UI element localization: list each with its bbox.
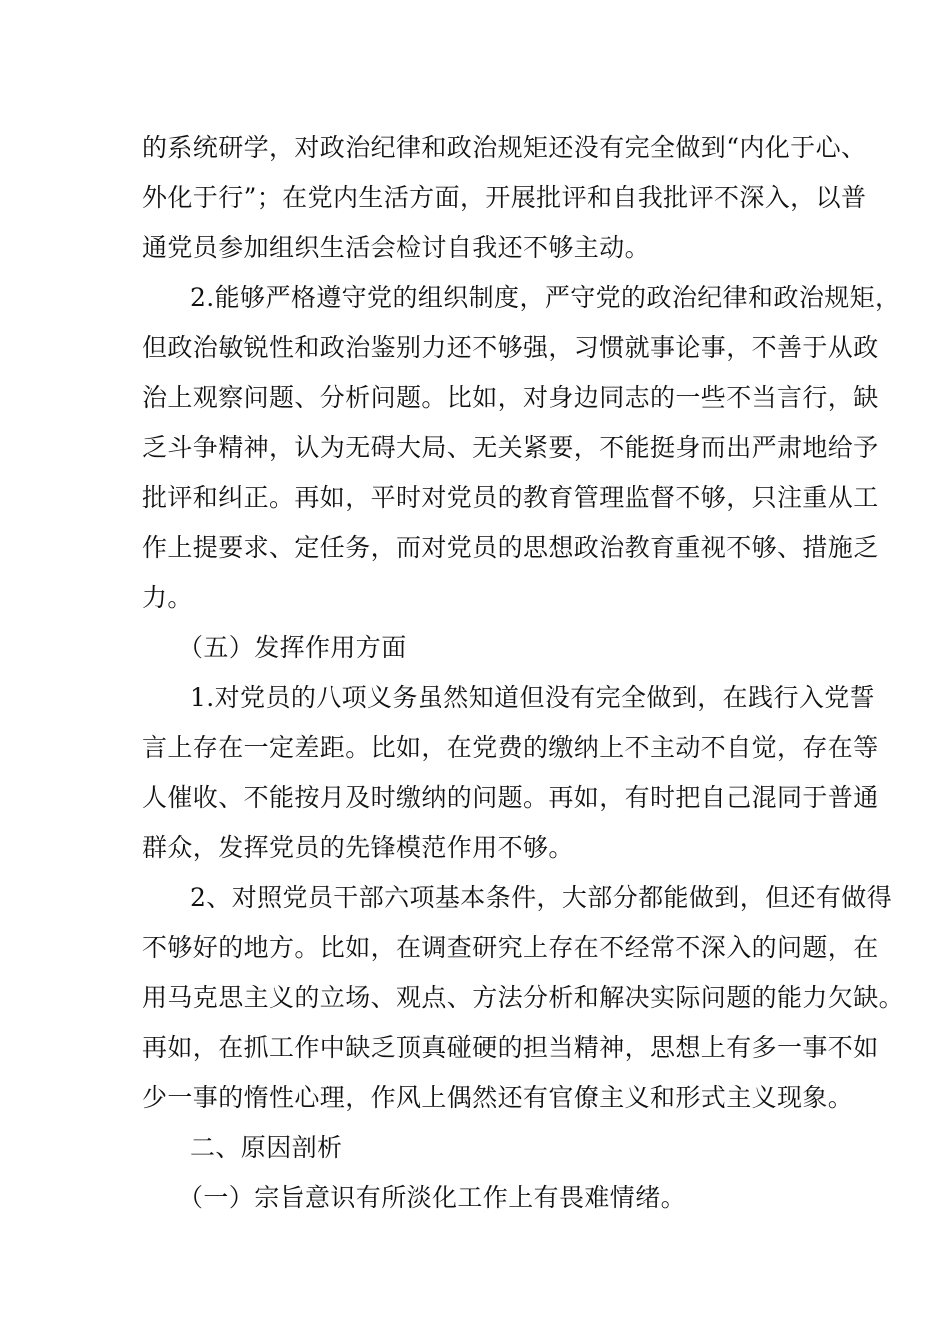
- text-line: 人催收、不能按月及时缴纳的问题。再如，有时把自己混同于普通: [142, 783, 879, 812]
- text-line: 群众，发挥党员的先锋模范作用不够。: [142, 833, 574, 862]
- text-line: 治上观察问题、分析问题。比如，对身边同志的一些不当言行，缺: [142, 383, 879, 412]
- subsection-heading: （一）宗旨意识有所淡化工作上有畏难情绪。: [178, 1183, 687, 1212]
- text-line: 不够好的地方。比如，在调查研究上存在不经常不深入的问题，在: [142, 933, 879, 962]
- text-line: 外化于行”；在党内生活方面，开展批评和自我批评不深入，以普: [142, 183, 867, 212]
- text-line: 用马克思主义的立场、观点、方法分析和解决实际问题的能力欠缺。: [142, 983, 905, 1012]
- text-line: 通党员参加组织生活会检讨自我还不够主动。: [142, 233, 651, 262]
- section-heading: 二、原因剖析: [190, 1133, 343, 1162]
- text-line: 再如，在抓工作中缺乏顶真碰硬的担当精神，思想上有多一事不如: [142, 1033, 879, 1062]
- paragraph-first-line: 2.能够严格遵守党的组织制度，严守党的政治纪律和政治规矩，: [190, 283, 901, 312]
- text-line: 乏斗争精神，认为无碍大局、无关紧要，不能挺身而出严肃地给予: [142, 433, 879, 462]
- text-line: 少一事的惰性心理，作风上偶然还有官僚主义和形式主义现象。: [142, 1083, 854, 1112]
- text-line: 的系统研学，对政治纪律和政治规矩还没有完全做到“内化于心、: [142, 133, 867, 162]
- text-line: 批评和纠正。再如，平时对党员的教育管理监督不够，只注重从工: [142, 483, 879, 512]
- paragraph-first-line: 2、对照党员干部六项基本条件，大部分都能做到，但还有做得: [190, 883, 893, 912]
- text-line: 言上存在一定差距。比如，在党费的缴纳上不主动不自觉，存在等: [142, 733, 879, 762]
- section-heading: （五）发挥作用方面: [178, 633, 407, 662]
- text-line: 作上提要求、定任务，而对党员的思想政治教育重视不够、措施乏: [142, 533, 879, 562]
- paragraph-first-line: 1.对党员的八项义务虽然知道但没有完全做到，在践行入党誓: [190, 683, 876, 712]
- text-line: 力。: [142, 583, 193, 612]
- text-line: 但政治敏锐性和政治鉴别力还不够强，习惯就事论事，不善于从政: [142, 333, 879, 362]
